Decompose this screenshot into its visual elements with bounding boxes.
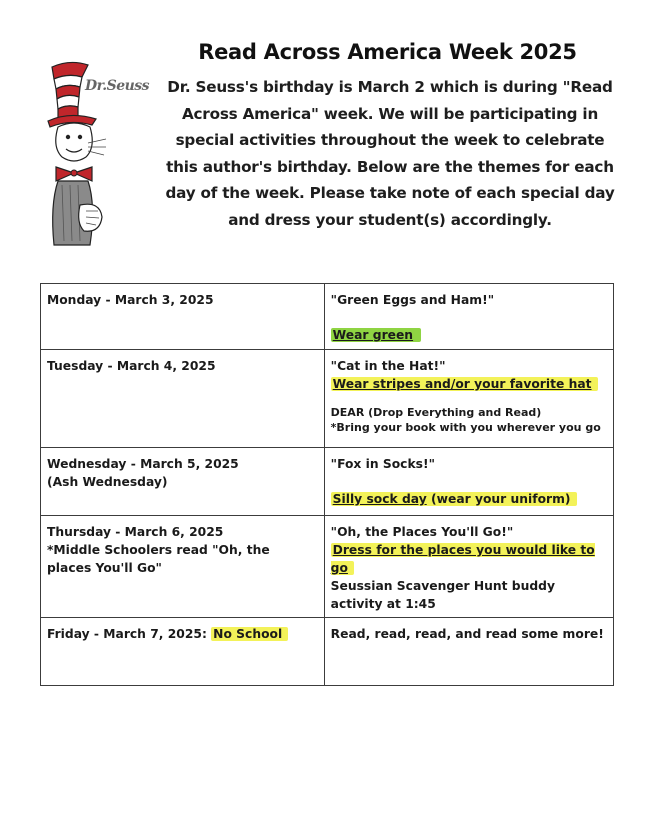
theme-title: "Green Eggs and Ham!" xyxy=(330,293,495,307)
intro-paragraph: Dr. Seuss's birthday is March 2 which is during "Read Across America" week. We will be participating in special activities throughout the week to celebrate this author's birthday. Below are the themes for each day of the week. Please take note of each special day and dress your student(s) accordingly. xyxy=(165,78,615,229)
day-note: *Middle Schoolers read "Oh, the places You'll Go" xyxy=(47,543,270,575)
theme-title: "Fox in Socks!" xyxy=(330,457,435,471)
day-note: (Ash Wednesday) xyxy=(47,475,168,489)
no-school-badge: No School xyxy=(211,627,288,641)
dress-code: Dress for the places you would like to go xyxy=(330,543,595,575)
theme-cell xyxy=(324,284,613,350)
theme-cell xyxy=(324,516,613,618)
day-label: Monday - March 3, 2025 xyxy=(47,293,214,307)
day-label: Thursday - March 6, 2025 xyxy=(47,525,224,539)
table-row xyxy=(41,350,614,448)
dress-code-rest: (wear your uniform) xyxy=(426,492,571,506)
theme-cell xyxy=(324,448,613,516)
table-row xyxy=(41,284,614,350)
dress-code: Wear green xyxy=(331,328,421,342)
day-cell xyxy=(41,350,325,448)
table-row xyxy=(41,618,614,686)
theme-title: Read, read, read, and read some more! xyxy=(330,627,604,641)
day-label: Wednesday - March 5, 2025 xyxy=(47,457,239,471)
theme-cell xyxy=(324,350,613,448)
day-label: Tuesday - March 4, 2025 xyxy=(47,359,216,373)
theme-title: "Oh, the Places You'll Go!" xyxy=(330,525,514,539)
table-row xyxy=(41,448,614,516)
day-cell xyxy=(41,284,325,350)
activity-note: DEAR (Drop Everything and Read) xyxy=(330,406,542,419)
page-title: Read Across America Week 2025 xyxy=(198,40,577,64)
schedule-table xyxy=(40,283,614,686)
day-cell xyxy=(41,618,325,686)
dress-code: Wear stripes and/or your favorite hat xyxy=(331,377,598,391)
dr-seuss-logo: Dr.Seuss xyxy=(85,78,150,94)
theme-title: "Cat in the Hat!" xyxy=(330,359,446,373)
day-label: Friday - March 7, 2025: xyxy=(47,627,212,641)
dress-code-underlined: Silly sock day xyxy=(332,492,427,506)
activity-note: *Bring your book with you wherever you go xyxy=(330,421,601,434)
activity-note: Seussian Scavenger Hunt buddy activity at 1:45 xyxy=(330,579,555,611)
table-row xyxy=(41,516,614,618)
day-cell xyxy=(41,516,325,618)
day-cell xyxy=(41,448,325,516)
dress-code xyxy=(331,492,577,506)
theme-cell xyxy=(324,618,613,686)
